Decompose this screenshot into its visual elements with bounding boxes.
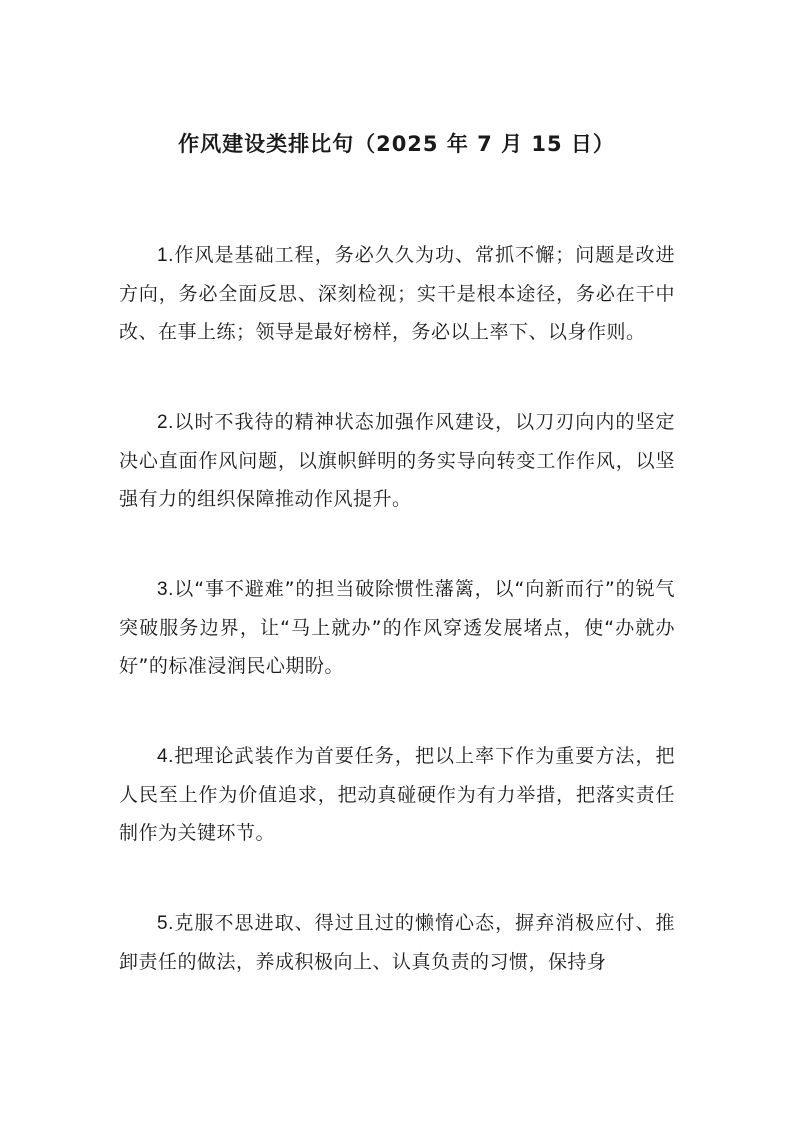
paragraph-number: 1. <box>157 245 174 266</box>
page-title: 作风建设类排比句（2025 年 7 月 15 日） <box>178 132 615 156</box>
paragraph-text: 以时不我待的精神状态加强作风建设，以刀刃向内的坚定决心直面作风问题，以旗帜鲜明的务实导向转变工作作风，以坚强有力的组织保障推动作风提升。 <box>119 411 675 510</box>
paragraph-number: 4. <box>157 746 174 767</box>
paragraph-text: 作风是基础工程，务必久久为功、常抓不懈；问题是改进方向，务必全面反思、深刻检视；实干是根本途径，务必在干中改、在事上练；领导是最好榜样，务必以上率下、以身作则。 <box>119 244 675 343</box>
paragraph-number: 3. <box>157 579 174 600</box>
paragraph-2 <box>119 403 675 518</box>
paragraph-text: 把理论武装作为首要任务，把以上率下作为重要方法，把人民至上作为价值追求，把动真碰硬作为有力举措，把落实责任制作为关键环节。 <box>119 745 675 844</box>
paragraph-3 <box>119 570 675 685</box>
document-body <box>119 236 675 1033</box>
paragraph-text: 克服不思进取、得过且过的懒惰心态，摒弃消极应付、推卸责任的做法，养成积极向上、认真负责的习惯，保持身 <box>119 912 675 973</box>
paragraph-4 <box>119 737 675 852</box>
paragraph-text: 以“事不避难”的担当破除惯性藩篱，以“向新而行”的锐气突破服务边界，让“马上就办”的作风穿透发展堵点，使“办就办好”的标准浸润民心期盼。 <box>119 578 675 677</box>
paragraph-1 <box>119 236 675 351</box>
paragraph-5 <box>119 904 675 981</box>
paragraph-number: 5. <box>157 913 174 934</box>
paragraph-number: 2. <box>157 412 174 433</box>
